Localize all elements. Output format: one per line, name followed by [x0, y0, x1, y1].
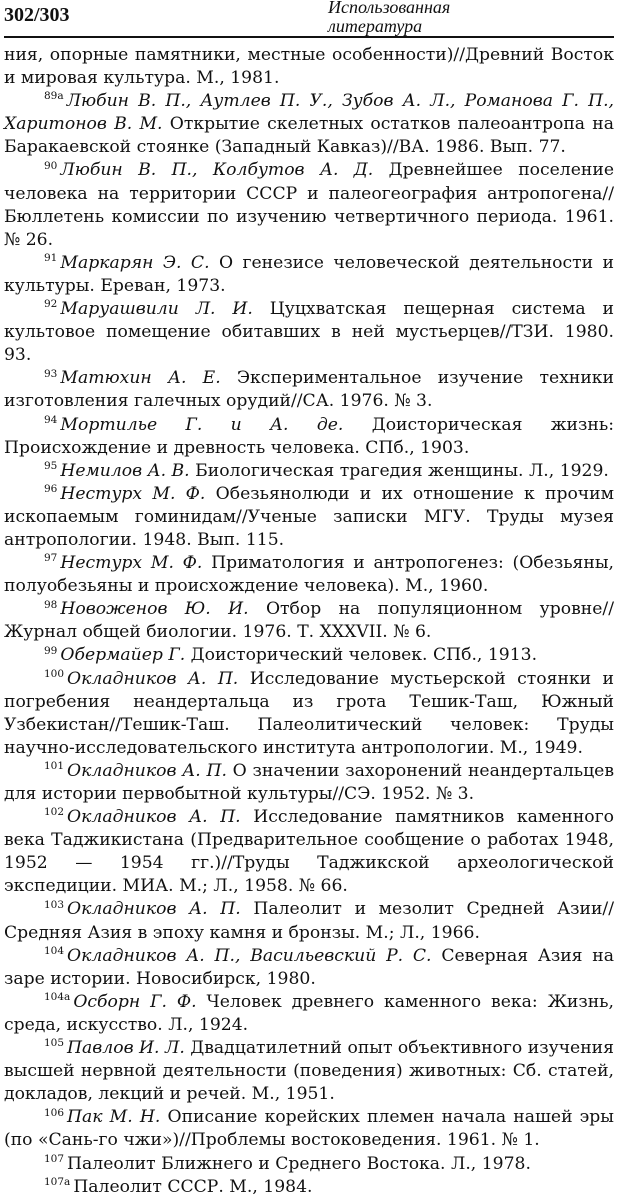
reference-number: 98	[44, 598, 58, 611]
reference-number: 90	[44, 159, 58, 172]
reference-author: Маркарян Э. С.	[60, 252, 210, 273]
reference-entry	[4, 483, 614, 552]
reference-author: Матюхин А. Е.	[60, 368, 221, 389]
reference-number: 91	[44, 252, 58, 265]
running-title	[328, 0, 450, 36]
reference-entry	[4, 760, 614, 806]
reference-entry	[4, 1153, 614, 1176]
reference-text: Двадцатилетний опыт объективного изучения высшей нервной деятельности (поведения) животных: Сб. статей, докладов, лекций и речей. М., 1951.	[4, 1038, 614, 1105]
reference-text: Исследование мустьерской стоянки и погребения неандертальца из грота Тешик-Таш, Южный Узбекистан//Тешик-Таш. Палеолитический человек: Труды научно-исследовательского института антропологии. М., 1949.	[4, 668, 614, 758]
reference-author: Нестурх М. Ф.	[60, 553, 203, 574]
reference-entry	[4, 460, 614, 483]
reference-author: Мортилье Г. и А. де.	[60, 414, 344, 435]
reference-author: Окладников А. П.	[67, 807, 241, 828]
reference-text: ния, опорные памятники, местные особенности)//Древний Восток и мировая культура. М., 1981.	[4, 45, 614, 89]
reference-author: Новоженов Ю. И.	[60, 599, 249, 620]
reference-number: 95	[44, 459, 58, 472]
reference-author: Павлов И. Л.	[67, 1038, 185, 1059]
reference-text: Биологическая трагедия женщины. Л., 1929.	[195, 460, 609, 481]
reference-text: Человек древнего каменного века: Жизнь, среда, искусство. Л., 1924.	[4, 991, 614, 1035]
reference-entry	[4, 898, 614, 944]
reference-entry	[4, 159, 614, 251]
reference-author: Пак М. Н.	[67, 1107, 161, 1128]
reference-text: Палеолит Ближнего и Среднего Востока. Л., 1978.	[67, 1153, 531, 1174]
reference-text: Доисторическая жизнь: Происхождение и древность человека. СПб., 1903.	[4, 414, 614, 458]
reference-entry	[4, 1106, 614, 1152]
reference-number: 97	[44, 552, 58, 565]
reference-entry	[4, 252, 614, 298]
reference-number: 104	[44, 944, 65, 957]
page-number: 302/303	[4, 4, 70, 26]
reference-number: 99	[44, 644, 58, 657]
reference-author: Осборн Г. Ф.	[73, 991, 197, 1012]
reference-entry	[4, 90, 614, 159]
reference-entry	[4, 668, 614, 760]
reference-entry	[4, 298, 614, 367]
reference-text: Открытие скелетных остатков палеоантропа на Баракаевской стоянке (Западный Кавказ)//ВА. 1986. Вып. 77.	[4, 114, 614, 158]
reference-author: Маруашвили Л. И.	[60, 299, 253, 320]
reference-text: Доисторический человек. СПб., 1913.	[190, 645, 538, 666]
reference-entry	[4, 552, 614, 598]
reference-text: Отбор на популяционном уровне//Журнал общей биологии. 1976. Т. XXXVII. № 6.	[4, 599, 614, 643]
reference-number: 101	[44, 760, 65, 773]
reference-number: 96	[44, 483, 58, 496]
reference-text: Описание корейских племен начала нашей эры (по «Сань-го чжи»)//Проблемы востоковедения. 1961. № 1.	[4, 1107, 614, 1151]
page-header	[4, 0, 614, 38]
reference-author: Окладников А. П., Васильевский Р. С.	[67, 945, 432, 966]
reference-text: О генезисе человеческой деятельности и культуры. Ереван, 1973.	[4, 252, 615, 296]
reference-number: 93	[44, 367, 58, 380]
reference-author: Окладников А. П.	[67, 668, 239, 689]
reference-number: 107	[44, 1152, 65, 1165]
reference-entry	[4, 945, 614, 991]
reference-number: 92	[44, 298, 58, 311]
reference-number: 105	[44, 1037, 65, 1050]
reference-number: 100	[44, 667, 65, 680]
reference-text: Приматология и антропогенез: (Обезьяны, полуобезьяны и происхождение человека). М., 1960.	[4, 553, 614, 597]
reference-number: 107а	[44, 1175, 71, 1188]
reference-text: О значении захоронений неандертальцев для истории первобытной культуры//СЭ. 1952. № 3.	[4, 760, 614, 804]
reference-number: 103	[44, 898, 65, 911]
reference-entry	[4, 644, 614, 667]
reference-number: 104а	[44, 991, 71, 1004]
reference-author: Любин В. П., Колбутов А. Д.	[60, 160, 374, 181]
reference-author: Любин В. П., Аутлев П. У., Зубов А. Л., Романова Г. П., Харитонов В. М.	[4, 91, 614, 135]
running-title-line1: Использованная	[328, 0, 451, 17]
reference-entry	[4, 367, 614, 413]
reference-author: Обермайер Г.	[60, 645, 186, 666]
reference-entry	[4, 991, 614, 1037]
reference-author: Немилов А. В.	[60, 460, 190, 481]
reference-author: Окладников А. П.	[67, 760, 227, 781]
reference-list	[4, 44, 614, 1199]
reference-entry	[4, 598, 614, 644]
reference-text: Древнейшее поселение человека на территории СССР и палеогеография антропогена//Бюллетень комиссии по изучению четвертичного периода. 1961. № 26.	[4, 160, 614, 250]
reference-author: Окладников А. П.	[67, 899, 241, 920]
reference-author: Нестурх М. Ф.	[60, 483, 206, 504]
reference-entry	[4, 1176, 614, 1199]
reference-number: 89а	[44, 90, 64, 103]
reference-text: Экспериментальное изучение техники изготовления галечных орудий//СА. 1976. № 3.	[4, 368, 614, 412]
reference-text: Исследование памятников каменного века Таджикистана (Предварительное сообщение о работах 1948, 1952 — 1954 гг.)//Труды Таджикской археологической экспедиции. МИА. М.; Л., 1958. № 66.	[4, 807, 615, 897]
running-title-line2: литература	[328, 16, 423, 36]
reference-text: Северная Азия на заре истории. Новосибирск, 1980.	[4, 945, 615, 989]
reference-entry	[4, 44, 614, 90]
reference-number: 106	[44, 1106, 65, 1119]
reference-text: Палеолит и мезолит Средней Азии//Средняя Азия в эпоху камня и бронзы. М.; Л., 1966.	[4, 899, 614, 943]
reference-entry	[4, 414, 614, 460]
reference-entry	[4, 806, 614, 898]
reference-text: Цуцхватская пещерная система и культовое помещение обитавших в ней мустьерцев//ТЗИ. 1980. 93.	[4, 299, 614, 366]
reference-entry	[4, 1037, 614, 1106]
reference-number: 94	[44, 413, 58, 426]
reference-number: 102	[44, 806, 65, 819]
reference-text: Палеолит СССР. М., 1984.	[73, 1176, 313, 1197]
reference-text: Обезьянолюди и их отношение к прочим ископаемым гоминидам//Ученые записки МГУ. Труды музея антропологии. 1948. Вып. 115.	[4, 483, 614, 550]
